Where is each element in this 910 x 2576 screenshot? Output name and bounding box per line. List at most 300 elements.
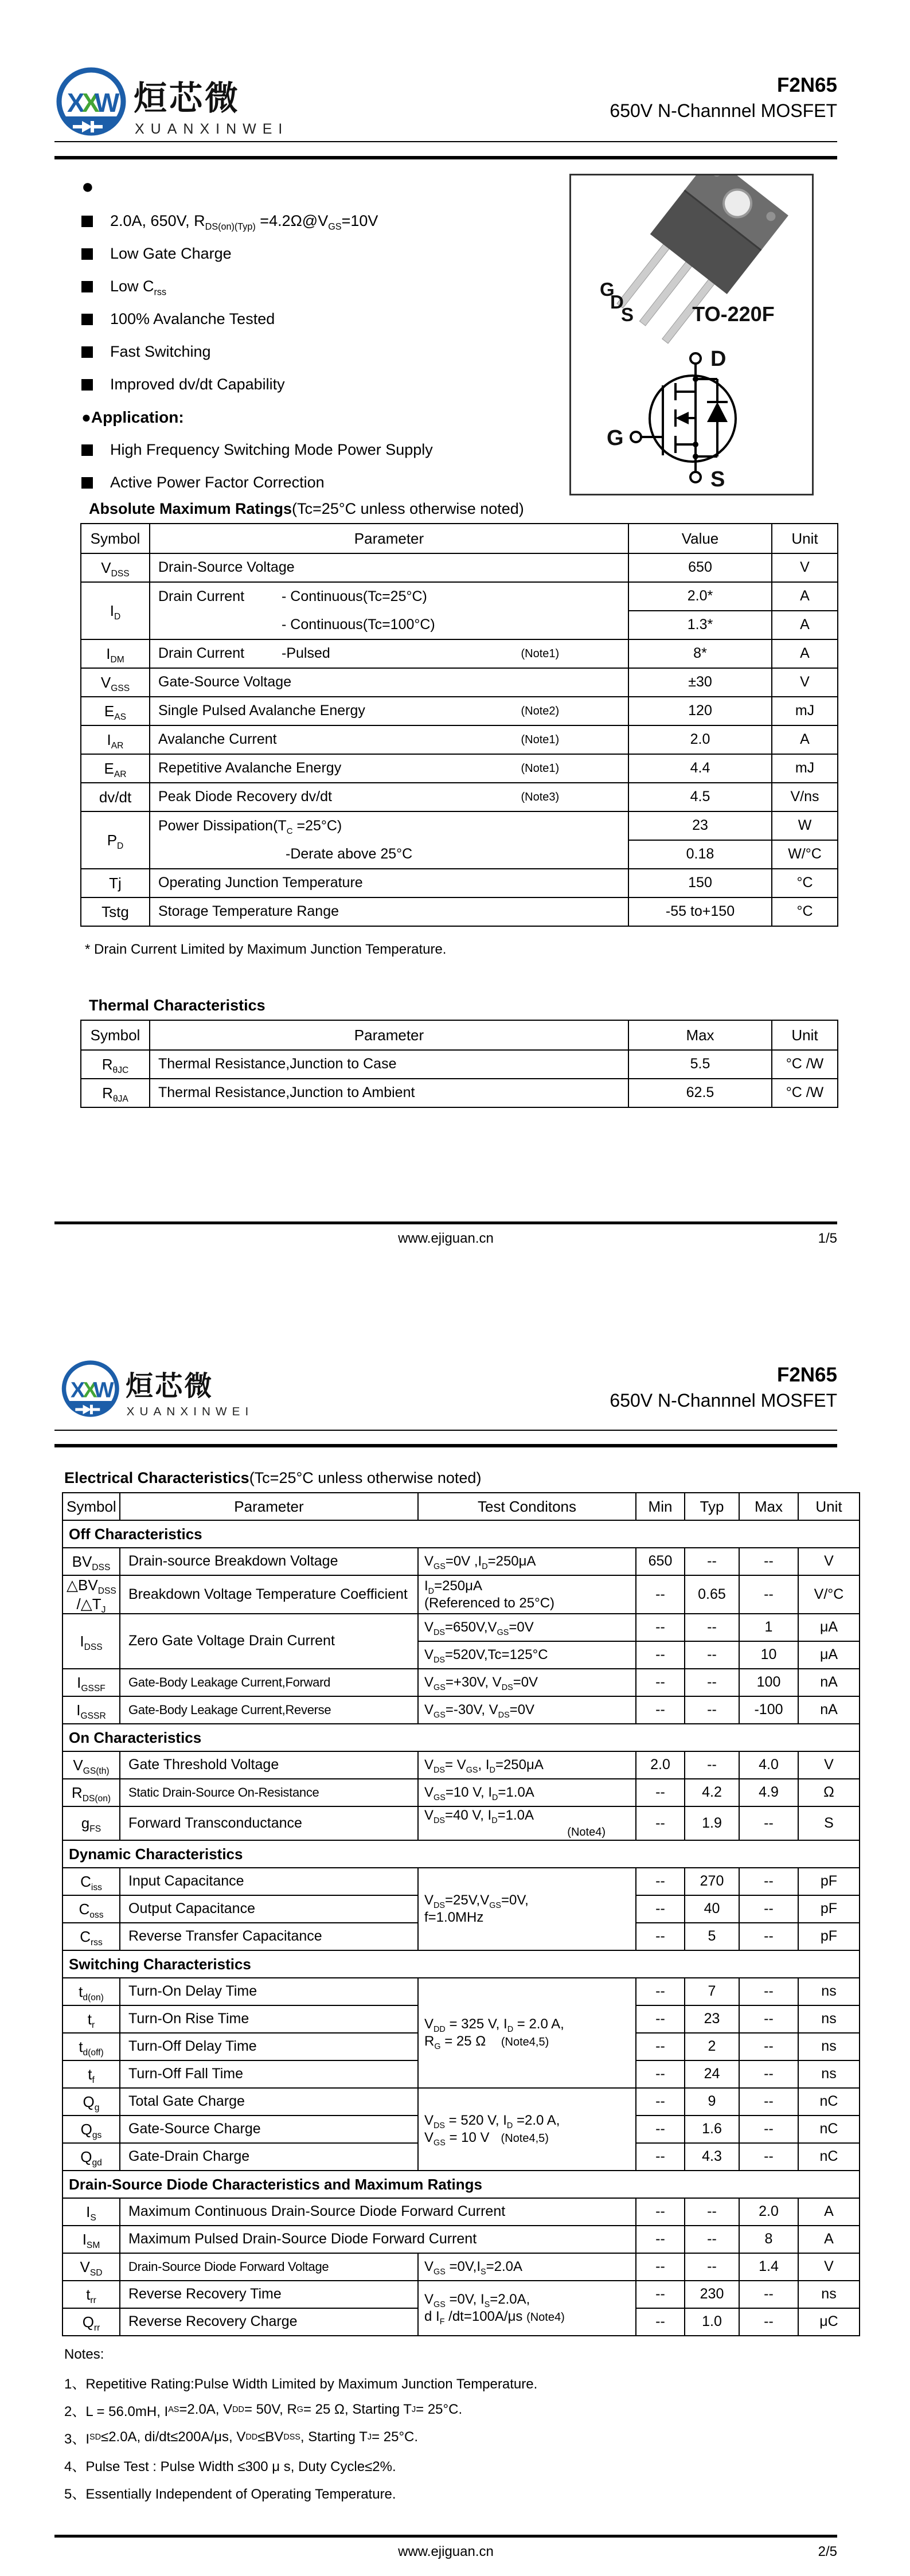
- divider: [54, 141, 837, 142]
- note-item: 2、L = 56.0mH, I AS =2.0A, V DD = 50V, R G = 25 Ω, Starting T J = 25°C.: [64, 2402, 463, 2419]
- table-cell: dv/dt: [81, 783, 150, 811]
- column-header: Value: [628, 524, 772, 553]
- table-row: [63, 1696, 860, 1724]
- table-cell: $I_{AR}$: [81, 725, 150, 754]
- table-cell: Reverse Recovery Charge: [120, 2308, 418, 2336]
- table-cell: Drain-Source Voltage: [150, 553, 628, 582]
- table-cell: 7: [685, 1978, 739, 2005]
- table-cell: --: [636, 2308, 685, 2336]
- table-cell: 5.5: [628, 1050, 772, 1079]
- table-cell: pF: [798, 1895, 860, 1923]
- table-cell: --: [636, 1895, 685, 1923]
- table-row: [81, 668, 838, 697]
- table-cell: Repetitive Avalanche Energy (Note1): [150, 754, 628, 783]
- table-cell: Peak Diode Recovery dv/dt (Note3): [150, 783, 628, 811]
- column-header: Parameter: [150, 1020, 628, 1050]
- part-subtitle: 650V N-Channnel MOSFET: [610, 1390, 837, 1411]
- table-cell: Forward Transconductance: [120, 1806, 418, 1840]
- table-cell: $C_{iss}$: [63, 1868, 120, 1895]
- table-cell: $V_{GS}=+30V$, $V_{DS}=0V$: [418, 1669, 636, 1696]
- table-cell: 150: [628, 869, 772, 897]
- table-cell: $V_{GS}=10$ V, $I_D=1.0A$: [418, 1779, 636, 1806]
- table-cell: 62.5: [628, 1079, 772, 1107]
- table-row: [81, 783, 838, 811]
- table-cell: μA: [798, 1641, 860, 1669]
- package-box: [569, 174, 814, 495]
- table-cell: Single Pulsed Avalanche Energy (Note2): [150, 697, 628, 725]
- table-cell: $V_{DS}=25V,V_{GS}=0V$, f=1.0MHz: [418, 1868, 636, 1950]
- table-row: [63, 1950, 860, 1978]
- table-cell: $V_{SD}$: [63, 2253, 120, 2281]
- table-cell: 1.3*: [628, 611, 772, 639]
- table-cell: $V_{DS} = 520$ V, $I_D =2.0$ A, $V_{GS} = 10$ V (Note4,5): [418, 2088, 636, 2171]
- table-cell: --: [636, 1614, 685, 1641]
- pin-label-g: G: [600, 279, 615, 300]
- table-cell: Turn-On Delay Time: [120, 1978, 418, 2005]
- feature-item: [81, 205, 563, 237]
- table-cell: ns: [798, 2281, 860, 2308]
- table-cell: -100: [739, 1696, 798, 1724]
- table-cell: --: [739, 2060, 798, 2088]
- table-cell: --: [739, 2005, 798, 2033]
- table-row: [81, 1050, 838, 1079]
- table-cell: --: [636, 2033, 685, 2060]
- table-cell: 2.0*: [628, 582, 772, 611]
- table-cell: $V_{GS} =0V,I_S=2.0A$: [418, 2253, 636, 2281]
- table-cell: 0.18: [628, 840, 772, 869]
- table-cell: --: [685, 1696, 739, 1724]
- table-row: [63, 2088, 860, 2116]
- table-cell: mJ: [772, 754, 838, 783]
- table-cell: --: [636, 1923, 685, 1950]
- column-header: Parameter: [150, 524, 628, 553]
- table-cell: Gate-Source Charge: [120, 2116, 418, 2143]
- part-subtitle: 650V N-Channnel MOSFET: [610, 100, 837, 121]
- table-cell: 9: [685, 2088, 739, 2116]
- table-cell: Turn-On Rise Time: [120, 2005, 418, 2033]
- footer-divider: [54, 2535, 837, 2538]
- table-cell: $t_{rr}$: [63, 2281, 120, 2308]
- features-section: [81, 175, 563, 499]
- table-cell: Reverse Recovery Time: [120, 2281, 418, 2308]
- table-cell: Dynamic Characteristics: [63, 1840, 860, 1868]
- features-list: [81, 205, 563, 401]
- table-cell: 8*: [628, 639, 772, 668]
- table-cell: $t_{d(on)}$: [63, 1978, 120, 2005]
- table-cell: 4.2: [685, 1779, 739, 1806]
- table-cell: 23: [685, 2005, 739, 2033]
- table-cell: Total Gate Charge: [120, 2088, 418, 2116]
- feature-item: [81, 237, 563, 270]
- column-header: Symbol: [81, 1020, 150, 1050]
- table-cell: --: [636, 2088, 685, 2116]
- footer-site-link[interactable]: www.ejiguan.cn: [398, 1231, 494, 1246]
- pin-label-d: D: [610, 291, 624, 313]
- footer-divider: [54, 1221, 837, 1224]
- title-block: [610, 73, 837, 123]
- note-item: 1、Repetitive Rating:Pulse Width Limited by Maximum Junction Temperature.: [64, 2376, 538, 2392]
- table-cell: Maximum Pulsed Drain-Source Diode Forward Current: [120, 2226, 636, 2253]
- square-bullet-icon: [81, 444, 93, 456]
- table-cell: --: [636, 1641, 685, 1669]
- abs-max-footnote: * Drain Current Limited by Maximum Junction Temperature.: [85, 942, 447, 957]
- abs-max-table: [80, 523, 838, 927]
- table-cell: 2.0: [739, 2198, 798, 2226]
- table-cell: $V_{GS} =0V$, $I_S=2.0A$, d $I_F$ /dt=100A/μs (Note4): [418, 2281, 636, 2336]
- table-cell: V: [772, 553, 838, 582]
- table-cell: $E_{AS}$: [81, 697, 150, 725]
- table-cell: 650: [636, 1548, 685, 1575]
- table-cell: $V_{DS}=520V,Tc=125^\circ C$: [418, 1641, 636, 1669]
- table-cell: --: [636, 2060, 685, 2088]
- column-header: Max: [628, 1020, 772, 1050]
- table-cell: Operating Junction Temperature: [150, 869, 628, 897]
- package-diagram: [571, 175, 812, 494]
- table-cell: --: [685, 2253, 739, 2281]
- table-cell: V: [798, 2253, 860, 2281]
- footer-page-number: 1/5: [818, 1231, 837, 1246]
- table-cell: A: [798, 2226, 860, 2253]
- feature-text: Fast Switching: [110, 343, 211, 360]
- table-cell: --: [739, 1548, 798, 1575]
- table-cell: 4.0: [739, 1751, 798, 1779]
- table-cell: --: [739, 1978, 798, 2005]
- table-row: [63, 2226, 860, 2253]
- table-cell: W: [772, 811, 838, 840]
- table-cell: 40: [685, 1895, 739, 1923]
- table-cell: --: [739, 2116, 798, 2143]
- table-cell: 650: [628, 553, 772, 582]
- logo-letter-w: W: [93, 1378, 114, 1403]
- table-cell: Thermal Resistance,Junction to Case: [150, 1050, 628, 1079]
- table-cell: $Q_g$: [63, 2088, 120, 2116]
- table-cell: Off Characteristics: [63, 1520, 860, 1548]
- footer-site-link[interactable]: www.ejiguan.cn: [398, 2544, 494, 2559]
- table-row: [63, 1840, 860, 1868]
- table-row: [63, 2171, 860, 2198]
- table-cell: $t_{d(off)}$: [63, 2033, 120, 2060]
- table-row: [63, 2253, 860, 2281]
- elec-title: Electrical Characteristics(Tc=25°C unless otherwise noted): [64, 1469, 482, 1486]
- table-cell: 120: [628, 697, 772, 725]
- pin-label-s: S: [621, 304, 634, 325]
- table-cell: $Q_{gs}$: [63, 2116, 120, 2143]
- thermal-table: [80, 1020, 838, 1108]
- table-cell: --: [685, 1641, 739, 1669]
- logo-letter-w: W: [95, 88, 120, 118]
- square-bullet-icon: [81, 216, 93, 227]
- table-cell: V/°C: [798, 1575, 860, 1614]
- brand-logo: [54, 1355, 284, 1426]
- table-cell: $t_f$: [63, 2060, 120, 2088]
- table-cell: $R_{\theta JA}$: [81, 1079, 150, 1107]
- table-cell: --: [685, 1669, 739, 1696]
- table-cell: ns: [798, 1978, 860, 2005]
- table-cell: Gate-Source Voltage: [150, 668, 628, 697]
- table-cell: 4.5: [628, 783, 772, 811]
- table-cell: --: [636, 2226, 685, 2253]
- note-item: 3、I SD ≤2.0A, di/dt≤200A/μs, V DD ≤BV DSS , Starting T J = 25°C.: [64, 2429, 419, 2447]
- table-row: [63, 1978, 860, 2005]
- table-cell: --: [739, 2033, 798, 2060]
- table-cell: 4.9: [739, 1779, 798, 1806]
- table-row: [63, 1575, 860, 1614]
- notes-label: Notes:: [64, 2347, 104, 2362]
- table-cell: --: [685, 1548, 739, 1575]
- brand-name-en: XUANXINWEI: [126, 1404, 254, 1418]
- table-cell: --: [685, 1751, 739, 1779]
- table-cell: Drain-source Breakdown Voltage: [120, 1548, 418, 1575]
- column-header: Min: [636, 1493, 685, 1520]
- application-list: [81, 434, 563, 499]
- table-cell: $BV_{DSS}$: [63, 1548, 120, 1575]
- column-header: Parameter: [120, 1493, 418, 1520]
- table-cell: A: [772, 611, 838, 639]
- table-cell: °C: [772, 897, 838, 926]
- table-cell: $V_{DS}=40$ V, $I_D=1.0A$ (Note4): [418, 1806, 636, 1840]
- part-number: F2N65: [776, 74, 837, 96]
- table-cell: ns: [798, 2033, 860, 2060]
- logo-letter-x1: X: [71, 1378, 85, 1403]
- table-cell: 1.4: [739, 2253, 798, 2281]
- column-header: Unit: [798, 1493, 860, 1520]
- application-label: ●Application:: [81, 408, 184, 426]
- table-cell: pF: [798, 1923, 860, 1950]
- feature-text: Low $C_{rss}$: [110, 278, 167, 298]
- table-row: [81, 811, 838, 840]
- footer-page-number: 2/5: [818, 2544, 837, 2559]
- table-cell: --: [636, 2143, 685, 2171]
- table-cell: $V_{GS}=-30V$, $V_{DS}=0V$: [418, 1696, 636, 1724]
- table-cell: $P_D$: [81, 811, 150, 869]
- table-row: [81, 553, 838, 582]
- square-bullet-icon: [81, 346, 93, 358]
- table-cell: $Q_{gd}$: [63, 2143, 120, 2171]
- table-cell: 4.3: [685, 2143, 739, 2171]
- table-cell: W/°C: [772, 840, 838, 869]
- table-cell: $I_D=250\mu A$ (Referenced to 25°C): [418, 1575, 636, 1614]
- table-cell: $I_{SM}$: [63, 2226, 120, 2253]
- abs-max-title: Absolute Maximum Ratings(Tc=25°C unless otherwise noted): [89, 500, 524, 517]
- table-cell: Reverse Transfer Capacitance: [120, 1923, 418, 1950]
- table-cell: --: [636, 1669, 685, 1696]
- table-row: [63, 1868, 860, 1895]
- table-cell: --: [636, 2005, 685, 2033]
- table-cell: --: [739, 1806, 798, 1840]
- table-cell: 2: [685, 2033, 739, 2060]
- table-cell: 1.9: [685, 1806, 739, 1840]
- feature-text: Improved dv/dt Capability: [110, 376, 285, 393]
- table-cell: mJ: [772, 697, 838, 725]
- table-row: [63, 1520, 860, 1548]
- table-cell: 2.0: [636, 1751, 685, 1779]
- table-cell: $V_{DD} = 325$ V, $I_D = 2.0$ A, $R_G = 25$ Ω (Note4,5): [418, 1978, 636, 2088]
- table-row: [63, 1724, 860, 1751]
- feature-item: [81, 434, 563, 466]
- table-cell: $Q_{rr}$: [63, 2308, 120, 2336]
- table-cell: 100: [739, 1669, 798, 1696]
- feature-text: Active Power Factor Correction: [110, 474, 325, 491]
- table-cell: V: [798, 1751, 860, 1779]
- mosfet-schematic-icon: [631, 353, 736, 482]
- table-cell: nA: [798, 1669, 860, 1696]
- logo-letter-x2: X: [82, 88, 100, 118]
- column-header: Unit: [772, 524, 838, 553]
- table-cell: nC: [798, 2116, 860, 2143]
- table-cell: S: [798, 1806, 860, 1840]
- table-cell: ns: [798, 2060, 860, 2088]
- column-header: Typ: [685, 1493, 739, 1520]
- table-cell: --: [739, 1868, 798, 1895]
- schematic-label-s: S: [710, 467, 725, 491]
- notes-list: [64, 2368, 537, 2506]
- table-cell: 8: [739, 2226, 798, 2253]
- table-cell: Gate-Body Leakage Current,Forward: [120, 1669, 418, 1696]
- table-cell: V/ns: [772, 783, 838, 811]
- table-cell: °C /W: [772, 1079, 838, 1107]
- title-block: [610, 1363, 837, 1413]
- divider: [54, 156, 837, 159]
- table-cell: $R_{\theta JC}$: [81, 1050, 150, 1079]
- table-row: [63, 1614, 860, 1641]
- table-row: [63, 1779, 860, 1806]
- table-cell: V: [798, 1548, 860, 1575]
- table-cell: μC: [798, 2308, 860, 2336]
- table-row: [81, 869, 838, 897]
- table-cell: Zero Gate Voltage Drain Current: [120, 1614, 418, 1669]
- square-bullet-icon: [81, 314, 93, 325]
- table-row: [63, 2281, 860, 2308]
- table-cell: Gate-Drain Charge: [120, 2143, 418, 2171]
- part-number: F2N65: [776, 1364, 837, 1386]
- table-cell: Power $Dissipation(T_C =25^\circ C)$ -Derate above 25°C: [150, 811, 628, 869]
- table-cell: --: [636, 2116, 685, 2143]
- table-row: [81, 725, 838, 754]
- table-cell: --: [636, 2281, 685, 2308]
- column-header: Symbol: [63, 1493, 120, 1520]
- table-cell: --: [636, 2198, 685, 2226]
- package-name: TO-220F: [692, 302, 775, 326]
- table-cell: Gate-Body Leakage Current,Reverse: [120, 1696, 418, 1724]
- table-cell: --: [685, 1614, 739, 1641]
- table-cell: Turn-Off Fall Time: [120, 2060, 418, 2088]
- table-cell: A: [772, 639, 838, 668]
- table-cell: Drain-Source Diode Characteristics and Maximum Ratings: [63, 2171, 860, 2198]
- table-cell: nC: [798, 2088, 860, 2116]
- table-cell: --: [739, 2281, 798, 2308]
- table-cell: nA: [798, 1696, 860, 1724]
- table-cell: $I_{DM}$: [81, 639, 150, 668]
- table-cell: --: [636, 1806, 685, 1840]
- column-header: Unit: [772, 1020, 838, 1050]
- table-row: [81, 1079, 838, 1107]
- table-cell: $V_{GSS}$: [81, 668, 150, 697]
- table-cell: A: [798, 2198, 860, 2226]
- table-cell: --: [685, 2226, 739, 2253]
- brand-name-cn: 烜芯微: [134, 80, 241, 117]
- brand-name-cn: 烜芯微: [125, 1371, 214, 1402]
- table-cell: $V_{DS}= V_{GS}$, $I_D=250\mu A$: [418, 1751, 636, 1779]
- feature-item: [81, 466, 563, 499]
- table-row: [63, 2198, 860, 2226]
- feature-text: 2.0A, 650V, $R_{DS(on)(Typ)}$ $=4.2\Omega@V_{GS}=10V$: [110, 212, 378, 232]
- table-cell: ns: [798, 2005, 860, 2033]
- table-row: [63, 1806, 860, 1840]
- electrical-table: [62, 1492, 860, 2336]
- table-cell: 5: [685, 1923, 739, 1950]
- table-cell: --: [636, 1779, 685, 1806]
- table-cell: 0.65: [685, 1575, 739, 1614]
- table-row: [63, 1548, 860, 1575]
- brand-logo: [54, 60, 318, 146]
- table-header-row: [81, 1020, 838, 1050]
- table-cell: --: [739, 1575, 798, 1614]
- table-cell: --: [636, 1696, 685, 1724]
- note-item: 4、Pulse Test : Pulse Width ≤300 μ s, Duty Cycle≤2%.: [64, 2458, 396, 2474]
- table-cell: $\triangle BV_{DSS}$ $/\triangle T_J$: [63, 1575, 120, 1614]
- table-header-row: [63, 1493, 860, 1520]
- table-cell: Gate Threshold Voltage: [120, 1751, 418, 1779]
- table-cell: --: [739, 2143, 798, 2171]
- table-row: [81, 639, 838, 668]
- table-cell: nC: [798, 2143, 860, 2171]
- feature-text: 100% Avalanche Tested: [110, 310, 275, 327]
- table-cell: --: [636, 1978, 685, 2005]
- table-cell: °C: [772, 869, 838, 897]
- feature-item: [81, 335, 563, 368]
- to220f-package-icon: [604, 175, 788, 353]
- table-row: [63, 1751, 860, 1779]
- table-cell: $C_{oss}$: [63, 1895, 120, 1923]
- logo-letter-x2: X: [83, 1378, 97, 1403]
- table-cell: Tj: [81, 869, 150, 897]
- table-cell: A: [772, 582, 838, 611]
- table-cell: 270: [685, 1868, 739, 1895]
- features-bullet: ●: [81, 174, 94, 198]
- feature-item: [81, 303, 563, 335]
- table-cell: $I_{GSSF}$: [63, 1669, 120, 1696]
- table-row: [81, 897, 838, 926]
- table-cell: A: [772, 725, 838, 754]
- square-bullet-icon: [81, 281, 93, 292]
- table-cell: Drain Current - Continuous(Tc=25°C) - Continuous(Tc=100°C): [150, 582, 628, 639]
- table-cell: $I_D$: [81, 582, 150, 639]
- table-cell: Maximum Continuous Drain-Source Diode Forward Current: [120, 2198, 636, 2226]
- table-cell: Static Drain-Source On-Resistance: [120, 1779, 418, 1806]
- table-cell: Storage Temperature Range: [150, 897, 628, 926]
- divider: [54, 1444, 837, 1447]
- note-item: 5、Essentially Independent of Operating Temperature.: [64, 2486, 396, 2502]
- table-cell: $C_{rss}$: [63, 1923, 120, 1950]
- table-cell: --: [636, 1868, 685, 1895]
- table-cell: pF: [798, 1868, 860, 1895]
- table-cell: Drain-Source Diode Forward Voltage: [120, 2253, 418, 2281]
- table-cell: --: [739, 2308, 798, 2336]
- table-cell: 1.0: [685, 2308, 739, 2336]
- table-cell: Drain Current -Pulsed (Note1): [150, 639, 628, 668]
- notes-section: [64, 2341, 537, 2506]
- table-cell: --: [739, 2088, 798, 2116]
- table-cell: $E_{AR}$: [81, 754, 150, 783]
- feature-item: [81, 368, 563, 401]
- table-cell: $V_{DSS}$: [81, 553, 150, 582]
- page2-header: [54, 1355, 837, 1426]
- table-cell: Ω: [798, 1779, 860, 1806]
- column-header: Max: [739, 1493, 798, 1520]
- table-cell: --: [636, 2253, 685, 2281]
- feature-item: [81, 270, 563, 303]
- table-cell: $V_{GS(th)}$: [63, 1751, 120, 1779]
